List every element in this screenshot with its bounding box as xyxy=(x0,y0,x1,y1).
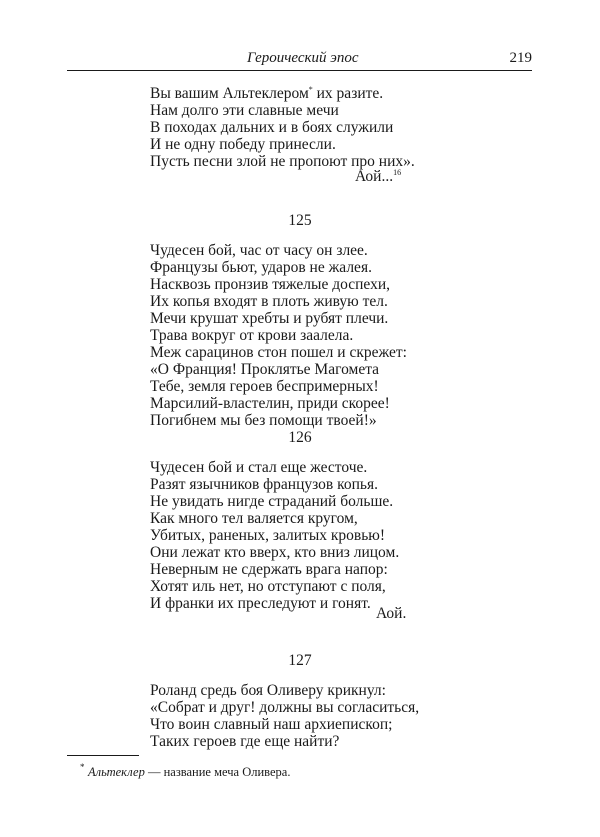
header-rule xyxy=(67,70,532,71)
stanza-126 xyxy=(150,459,399,612)
footnote xyxy=(80,762,291,780)
verse-line: Погибнем мы без помощи твоей!» xyxy=(150,412,377,429)
footnote-text: — название меча Оливера. xyxy=(144,765,291,779)
verse-line: Что воин славный наш архиепископ; xyxy=(150,716,393,733)
footnote-marker: * xyxy=(80,762,85,772)
verse-line: Разят язычников французов копья. xyxy=(150,476,378,493)
verse-line: Марсилий-властелин, приди скорее! xyxy=(150,395,390,412)
verse-line: Нам долго эти славные мечи xyxy=(150,102,339,119)
footnote-term: Альтеклер xyxy=(88,765,145,779)
verse-line: Чудесен бой и стал еще жесточе. xyxy=(150,459,368,476)
verse-line: Не увидать нигде страданий больше. xyxy=(150,493,394,510)
verse-line: Их копья входят в плоть живую тел. xyxy=(150,293,388,310)
verse-line: Мечи крушат хребты и рубят плечи. xyxy=(150,310,389,327)
refrain-aoi: Аой...$^{16}$ xyxy=(355,168,402,185)
stanza-number: 125 xyxy=(288,212,312,229)
verse-line: И не одну победу принесли. xyxy=(150,136,336,153)
verse-line: И франки их преследуют и гонят. xyxy=(150,595,371,612)
verse-line: Неверным не сдержать врага напор: xyxy=(150,561,388,578)
verse-line: Чудесен бой, час от часу он злее. xyxy=(150,242,368,259)
verse-line: Таких героев где еще найти? xyxy=(150,733,340,750)
verse-line: Как много тел валяется кругом, xyxy=(150,510,358,527)
stanza-continued xyxy=(150,81,415,170)
verse-line: Хотят иль нет, но отступают с поля, xyxy=(150,578,386,595)
verse-line: «О Франция! Проклятье Магомета xyxy=(150,361,380,378)
verse-line: Трава вокруг от крови заалела. xyxy=(150,327,354,344)
page-number: 219 xyxy=(509,50,532,66)
verse-line: Насквозь пронзив тяжелые доспехи, xyxy=(150,276,390,293)
stanza-number: 126 xyxy=(288,429,312,446)
endnote-number: 16 xyxy=(393,168,402,177)
footnote-marker: * xyxy=(308,85,313,94)
running-head xyxy=(67,50,532,68)
verse-line: Они лежат кто вверх, кто вниз лицом. xyxy=(150,544,400,561)
verse-line: В походах дальних и в боях служили xyxy=(150,119,394,136)
stanza-127 xyxy=(150,682,419,750)
verse-line: Вы вашим Альтеклером* их разите. xyxy=(150,85,384,102)
verse-line: Французы бьют, ударов не жалея. xyxy=(150,259,372,276)
footnote-rule xyxy=(67,755,139,756)
verse-line: Пусть песни злой не пропоют про них». xyxy=(150,153,415,170)
stanza-number: 127 xyxy=(288,652,312,669)
refrain-aoi: Аой. xyxy=(376,605,407,622)
verse-line: Роланд средь боя Оливеру крикнул: xyxy=(150,682,386,699)
verse-line: Меж сарацинов стон пошел и скрежет: xyxy=(150,344,407,361)
verse-line: Тебе, земля героев беспримерных! xyxy=(150,378,379,395)
section-title: Героический эпос xyxy=(247,50,359,66)
verse-line: «Собрат и друг! должны вы согласиться, xyxy=(150,699,420,716)
verse-line: Убитых, раненых, залитых кровью! xyxy=(150,527,386,544)
stanza-125 xyxy=(150,242,407,429)
